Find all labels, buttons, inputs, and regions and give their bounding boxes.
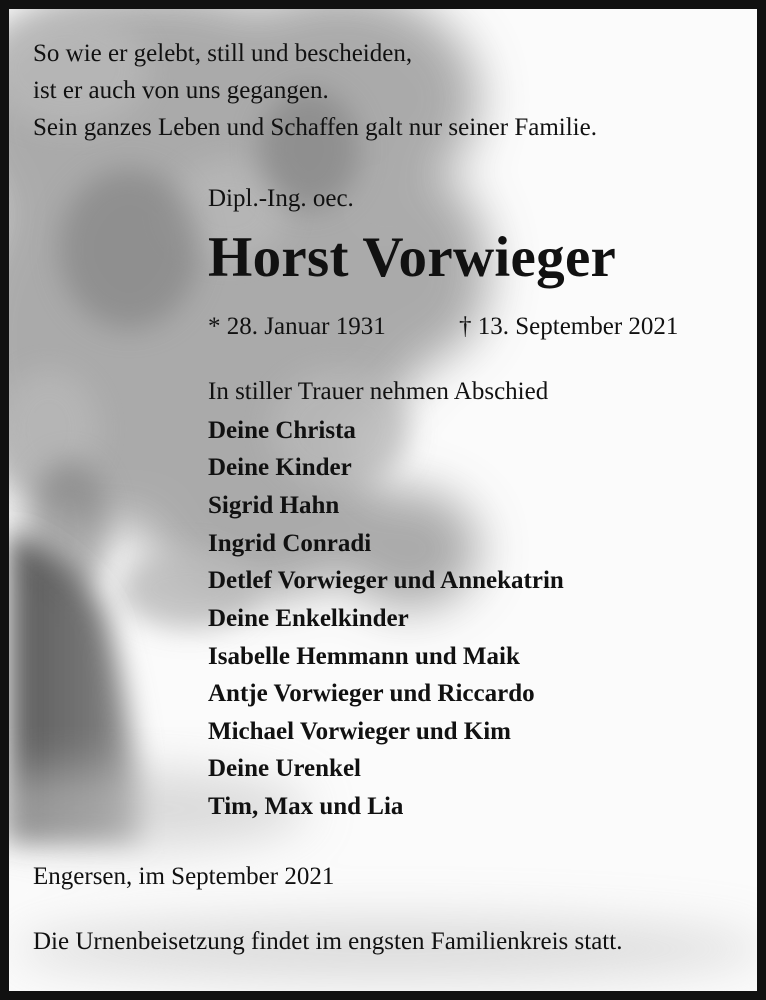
birth-date: * 28. Januar 1931: [208, 313, 386, 340]
academic-title: Dipl.-Ing. oec.: [208, 185, 354, 212]
mourner-line: Sigrid Hahn: [208, 492, 340, 519]
death-date: † 13. September 2021: [459, 313, 679, 340]
mourning-intro: In stiller Trauer nehmen Abschied: [208, 378, 549, 405]
mourner-line: Deine Kinder: [208, 454, 352, 481]
deceased-name: Horst Vorwieger: [208, 226, 617, 289]
place-and-date: Engersen, im September 2021: [33, 863, 335, 890]
mourner-line: Deine Urenkel: [208, 755, 361, 782]
mourner-line: Deine Enkelkinder: [208, 605, 409, 632]
mourner-line: Deine Christa: [208, 417, 356, 444]
poem-line-3: Sein ganzes Leben und Schaffen galt nur seiner Familie.: [33, 114, 597, 141]
mourner-line: Detlef Vorwieger und Annekatrin: [208, 567, 564, 594]
mourner-line: Antje Vorwieger und Riccardo: [208, 680, 535, 707]
poem-line-2: ist er auch von uns gegangen.: [33, 77, 329, 104]
mourner-line: Ingrid Conradi: [208, 530, 372, 557]
mourner-line: Isabelle Hemmann und Maik: [208, 643, 520, 670]
mourner-line: Tim, Max und Lia: [208, 793, 404, 820]
poem-line-1: So wie er gelebt, still und bescheiden,: [33, 40, 413, 67]
mourner-line: Michael Vorwieger und Kim: [208, 718, 512, 745]
burial-note: Die Urnenbeisetzung findet im engsten Familienkreis statt.: [33, 928, 623, 955]
